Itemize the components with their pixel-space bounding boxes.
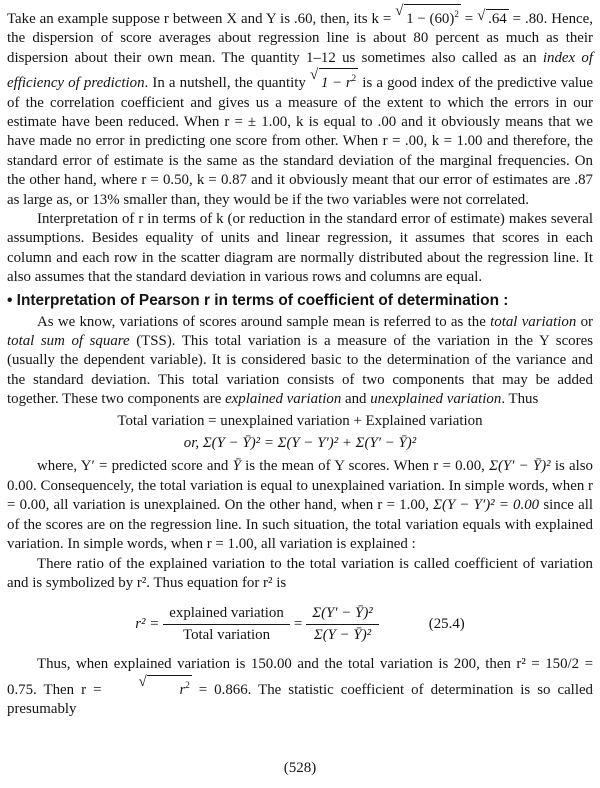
paragraph-5: There ratio of the explained variation to the total variation is called coefficient of variation and is symbolized by r². Thus equation for r² is	[7, 555, 593, 591]
p1-text-a: Take an example suppose r between X and Y is .60, then, its k =	[7, 10, 396, 27]
paragraph-4: where, Y′ = predicted score and Ȳ is the mean of Y scores. When r = 0.00, Σ(Y′ − Ȳ)² is also 0.00. Consequencely, the total variation is equal to unexplained variation. In simple words, when r = 0.00, all variation is unexplained. On the other hand, when r = 1.00, Σ(Y − Y′)² = 0.00 since all of the scores are on the regression line. In such situation, the total variation equals with explained variation. In simple words, when r = 1.00, all variation is explained :	[7, 458, 593, 553]
paragraph-6: Thus, when explained variation is 150.00 and the total variation is 200, then r² = 150/2 = 0.75. Then r = √ $r^2 = 0.866$. The statistic coefficient of determination is so called presumably	[7, 656, 594, 718]
sqrt-expression-2: √ .64	[477, 9, 509, 29]
equation-lhs: r² =	[135, 615, 160, 632]
paragraph-3: As we know, variations of scores around sample mean is referred to as the total variation or total sum of square (TSS). This total variation is a measure of the variation in the Y scores (usually the dependent variable). It is considered basic to the determination of the variance and the standard deviation. This total variation consists of two components that may be added together. These two components are explained variation and unexplained variation. Thus	[7, 313, 593, 408]
paragraph-2: Interpretation of r in terms of k (or reduction in the standard error of estimate) makes several assumptions. Besides equality of units and linear regression, it assumes that scores in each column and each row in the scatter diagram are normally distributed about the regression line. It also assumes that the standard deviation in various rows and columns are equal.	[7, 211, 593, 286]
paragraph-1: Take an example suppose r between X and Y is .60, then, its k = √ $1 - (60)^2$ = √ .64 = .80. Hence, the dispersion of score averages about regression line is about 80 percent as much as their dispersion about their own mean. The quantity 1–12 us sometimes also called as an index of efficiency of prediction. In a nutshell, the quantity √ $1 - r^2$ is a good index of the predictive value of the correlation coefficient and gives us a measure of the extent to which the errors in our estimate have been reduced. When r = ± 1.00, k is equal to .00 and it obviously means that we have made no error in predicting one score from other. When r = .00, k = 1.00 and therefore, the standard error of estimate is the same as the standard deviation of the marginal frequencies. On the other hand, where r = 0.50, k = 0.87 and it obviously meant that our error of estimates are .87 as large as, or 13% smaller than, they would be if the two variables were not correlated.	[7, 3, 594, 208]
page-number: (528)	[283, 760, 317, 776]
sqrt-expression-1: √ $1 - (60)^2$	[395, 4, 461, 29]
fraction-symbols: $\frac{\text{Σ(Y′ − Ȳ)²}}{\text{Σ(Y − Ȳ)²}}$	[306, 605, 379, 644]
p1-text-b: = .80. Hence, the dispersion of score averages about regression line is about 80 percent as much as their dispersion about their own mean. The quantity 1–12 us sometimes also called as an	[7, 10, 594, 66]
sqrt-expression-3: √ $1 - r^2$	[310, 68, 358, 93]
sqrt-expression-4: √ $r^2$	[108, 675, 191, 700]
fraction-words: $\frac{\text{explained variation}}{\text{Total variation}}$	[163, 605, 290, 644]
equation-total-variation: Total variation = unexplained variation + Explained variation	[117, 412, 483, 429]
equation-sum-of-squares: or, Σ(Y − Ȳ)² = Σ(Y − Y′)² + Σ(Y′ − Ȳ)²	[183, 435, 417, 452]
equation-25-4: r² = $\frac{\text{explained variation}}{\text{Total variation}}$ = $\frac{\text{Σ(Y′ − Ȳ)²}}{\text{Σ(Y − Ȳ)²}}$ (25.4)	[135, 604, 465, 643]
section-heading: • Interpretation of Pearson r in terms of coefficient of determination :	[7, 291, 509, 309]
p1-italic-term: index of efficiency of prediction	[7, 49, 593, 92]
p1-text-d: is a good index of the predictive value of the correlation coefficient and gives us a measure of the extent to which the errors in our estimate have been reduced. When r = ± 1.00, k is equal to .00 and it obviously means that we have made no error in predicting one score from other. When r = .00, k = 1.00 and therefore, the standard error of estimate is the same as the standard deviation of the marginal frequencies. On the other hand, where r = 0.50, k = 0.87 and it obviously meant that our error of estimates are .87 as large as, or 13% smaller than, they would be if the two variables were not correlated.	[7, 75, 593, 208]
equation-number: (25.4)	[428, 615, 465, 632]
